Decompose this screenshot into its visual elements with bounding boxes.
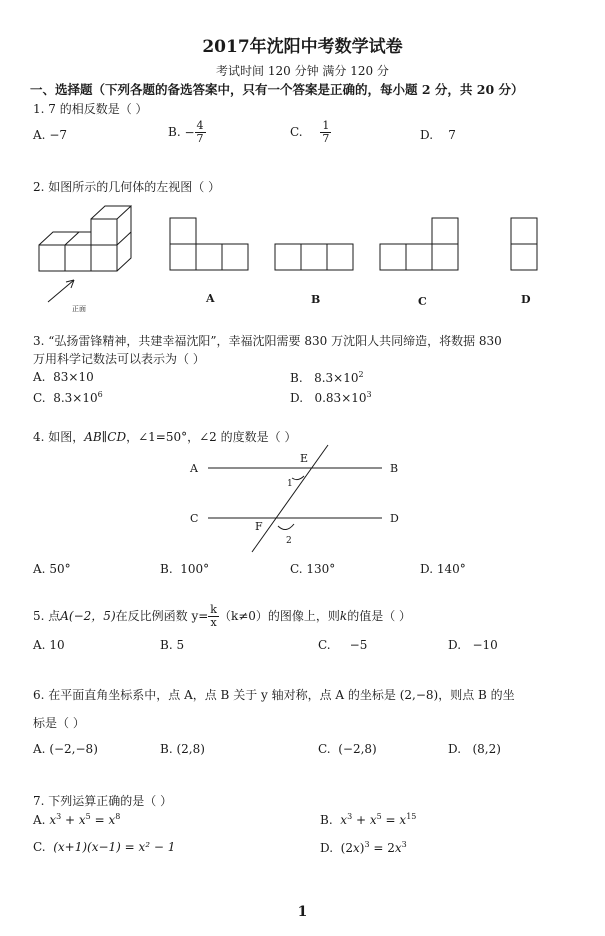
q4-option-c: C. 130° — [290, 562, 336, 576]
page-number: 1 — [297, 904, 308, 920]
point-b: B — [390, 462, 399, 475]
front-label: 正面 — [72, 306, 86, 313]
question-5-stem: 5. 点A(−2，5)在反比例函数 y= $\frac{k}{x}$ （k≠0）的图像上，则k的值是（ ） — [33, 603, 412, 629]
q1-option-a: A. −7 — [33, 128, 68, 142]
question-4-stem: 4. 如图，AB∥CD，∠1=50°，∠2 的度数是（ ） — [33, 430, 297, 444]
q5-option-b: B. 5 — [160, 638, 185, 652]
point-a: A — [190, 462, 198, 475]
angle-1-label: 1 — [287, 479, 293, 489]
view-d — [511, 218, 537, 244]
q1-option-d: D. 7 — [420, 128, 456, 142]
q3-option-b: B. $8.3\times 10^2$ — [290, 370, 364, 385]
q6-option-d: D. (8,2) — [448, 742, 501, 756]
point-c: C — [190, 512, 199, 525]
question-6-stem-line1: 6. 在平面直角坐标系中，点 A，点 B 关于 y 轴对称，点 A 的坐标是 (2,−8)，则点 B 的坐 — [33, 688, 515, 702]
question-7-stem: 7. 下列运算正确的是（ ） — [33, 794, 173, 808]
label-d: D — [521, 293, 531, 306]
exam-info: 考试时间 120 分钟 满分 120 分 — [216, 64, 389, 78]
view-b — [275, 244, 301, 270]
q3-option-c: C. $8.3\times 10^6$ — [33, 390, 103, 405]
q3-option-a: A. 83×10 — [33, 370, 94, 384]
question-3-stem-line1: 3. “弘扬雷锋精神，共建幸福沈阳”，幸福沈阳需要 830 万沈阳人共同缔造，将数据 830 — [33, 334, 502, 348]
question-1-stem: 1. 7 的相反数是（ ） — [33, 102, 148, 116]
view-a-top — [170, 218, 196, 244]
q5-option-c: C. −5 — [318, 638, 368, 652]
view-c — [380, 244, 406, 270]
question-3-stem-line2: 万用科学记数法可以表示为（ ） — [33, 352, 205, 366]
q6-option-b: B. (2,8) — [160, 742, 205, 756]
question-6-stem-line2: 标是（ ） — [33, 716, 85, 730]
label-b: B — [311, 293, 321, 306]
point-e: E — [300, 452, 309, 465]
q6-option-a: A. (−2,−8) — [33, 742, 98, 756]
angle-2-label: 2 — [286, 536, 292, 546]
cube-front-1 — [39, 245, 65, 271]
q7-option-a: A. $x^3 + x^5 = x^8$ — [33, 812, 121, 827]
q5-option-a: A. 10 — [33, 638, 65, 652]
q4-option-a: A. 50° — [33, 562, 71, 576]
question-2-stem: 2. 如图所示的几何体的左视图（ ） — [33, 180, 221, 194]
q3-option-d: D. $0.83\times 10^3$ — [290, 390, 372, 405]
q7-option-d: D. $(2x)^3 = 2x^3$ — [320, 840, 407, 855]
q4-option-d: D. 140° — [420, 562, 466, 576]
page-title: 2017年沈阳中考数学试卷 — [202, 37, 403, 57]
label-c: C — [418, 295, 427, 308]
cube-front-2 — [65, 245, 91, 271]
point-d: D — [390, 512, 399, 525]
q4-option-b: B. 100° — [160, 562, 210, 576]
q7-option-c: C. (x+1)(x−1) = x² − 1 — [33, 840, 176, 854]
q1-option-b: B. − $\frac{4}{7}$ — [168, 119, 204, 145]
q5-option-d: D. −10 — [448, 638, 498, 652]
point-f: F — [255, 520, 263, 533]
section-heading: 一、选择题（下列各题的备选答案中，只有一个答案是正确的，每小题 2 分，共 20 分） — [30, 82, 524, 97]
label-a: A — [206, 292, 215, 305]
q6-option-c: C. (−2,8) — [318, 742, 377, 756]
q7-option-b: B. $x^3 + x^5 = x^{15}$ — [320, 812, 417, 827]
cube-front-top — [91, 219, 117, 245]
cube-front-3 — [91, 245, 117, 271]
q1-option-c: C. $\frac{1}{7}$ — [290, 119, 330, 145]
